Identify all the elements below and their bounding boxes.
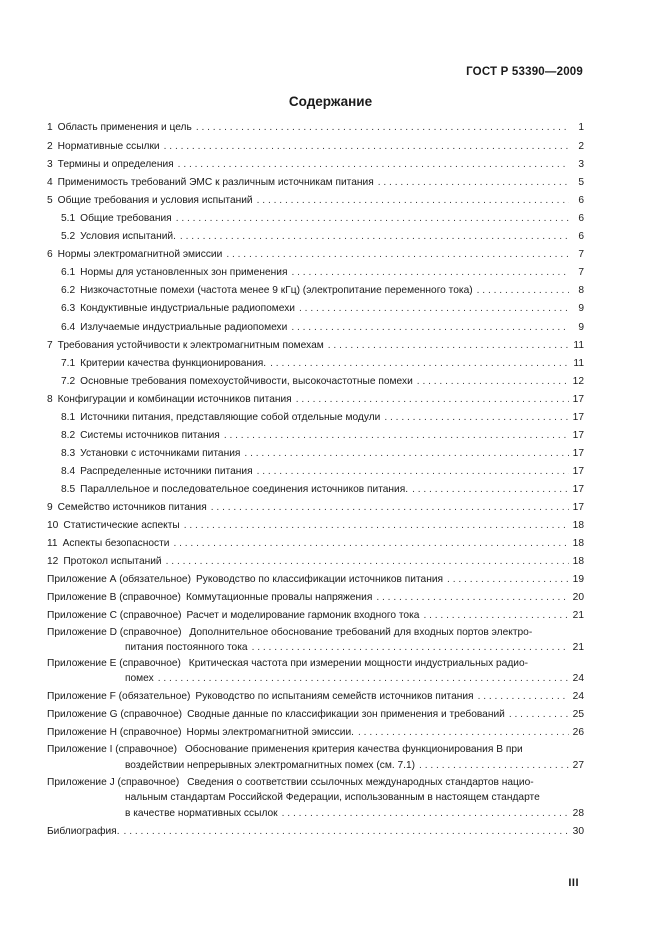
toc-title-continuation: в качестве нормативных ссылок [125, 808, 278, 819]
toc-page: 27 [572, 760, 584, 771]
toc-entry[interactable] [47, 708, 584, 721]
toc-number: 8 [47, 394, 53, 405]
toc-leader [417, 375, 569, 388]
toc-title: Нормы электромагнитной эмиссии [57, 249, 223, 260]
toc-number: 3 [47, 159, 53, 170]
toc-leader [447, 573, 569, 586]
toc-number: 12 [47, 556, 59, 567]
toc-number: 11 [47, 538, 58, 549]
toc-entry[interactable] [47, 726, 584, 739]
toc-leader [291, 321, 569, 334]
toc-title: Аспекты безопасности [62, 538, 170, 549]
toc-leader [252, 641, 569, 654]
toc-entry[interactable] [47, 501, 584, 514]
toc-number: Приложение F (обязательное) [47, 691, 191, 702]
toc-entry[interactable] [47, 176, 584, 189]
toc-title: Семейство источников питания [57, 502, 207, 513]
toc-entry[interactable] [47, 357, 584, 370]
toc-entry[interactable] [47, 212, 584, 225]
toc-title: Нормы для установленных зон применения [80, 267, 288, 278]
toc-page: 7 [578, 249, 584, 260]
toc-title: Область применения и цель [57, 122, 192, 133]
toc-title: Протокол испытаний [63, 556, 162, 567]
toc-number: 6.4 [61, 322, 76, 333]
toc-page: 1 [578, 122, 584, 133]
toc-number: Приложение G (справочное) [47, 709, 183, 720]
page-title: Содержание [288, 94, 373, 109]
toc-number: 5.1 [61, 213, 76, 224]
toc-leader [178, 158, 569, 171]
toc-entry[interactable] [47, 537, 584, 550]
toc-page: 11 [573, 358, 584, 369]
toc-number: 8.3 [61, 448, 76, 459]
toc-title: Нормативные ссылки [57, 141, 160, 152]
toc-number: 7 [47, 340, 53, 351]
toc-entry[interactable] [47, 591, 584, 604]
toc-leader [124, 825, 569, 838]
toc-number: 9 [47, 502, 53, 513]
toc-entry[interactable] [47, 573, 584, 586]
toc-title: Расчет и моделирование гармоник входного тока [186, 610, 420, 621]
toc-title: Источники питания, представляющие собой отдельные модули [80, 412, 381, 423]
toc-entry[interactable] [47, 555, 584, 568]
toc-entry-continuation[interactable] [125, 807, 584, 820]
toc-page: 26 [572, 727, 584, 738]
toc-page: 25 [572, 709, 584, 720]
toc-page: 9 [578, 303, 584, 314]
toc-entry-continuation[interactable] [125, 672, 584, 685]
toc-entry[interactable] [47, 140, 584, 153]
toc-title: Системы источников питания [80, 430, 220, 441]
toc-page: 17 [572, 430, 584, 441]
toc-number: 8.2 [61, 430, 76, 441]
toc-number: 1 [47, 122, 53, 133]
toc-number: 8.1 [61, 412, 76, 423]
toc-leader [257, 465, 569, 478]
toc-number: 6 [47, 249, 53, 260]
toc-title-continuation: помех [125, 673, 154, 684]
toc-page: 17 [572, 484, 584, 495]
toc-title: Установки с источниками питания [80, 448, 241, 459]
toc-title: Руководство по классификации источников питания [196, 574, 444, 585]
toc-page: 6 [578, 195, 584, 206]
toc-entry[interactable] [47, 121, 584, 134]
toc-page: 21 [572, 642, 584, 653]
toc-page: 8 [578, 285, 584, 296]
toc-title: Применимость требований ЭМС к различным источникам питания [57, 177, 374, 188]
toc-leader [176, 212, 569, 225]
toc-title: Излучаемые индустриальные радиопомехи [80, 322, 288, 333]
toc-title: Коммутационные провалы напряжения [185, 592, 373, 603]
toc-page: 24 [572, 673, 584, 684]
toc-title: Критерии качества функционирования. [80, 358, 267, 369]
toc-page: 18 [572, 538, 584, 549]
toc-entry[interactable] [47, 302, 584, 315]
toc-number: Приложение В (справочное) [47, 592, 181, 603]
toc-page: 5 [578, 177, 584, 188]
toc-title-continuation: воздействии непрерывных электромагнитных помех (см. 7.1) [125, 760, 416, 771]
toc-entry[interactable] [47, 266, 584, 279]
toc-entry-continuation[interactable] [125, 759, 584, 772]
toc-leader [226, 248, 569, 261]
toc-title: Нормы электромагнитной эмиссии. [186, 727, 354, 738]
toc-entry[interactable] [47, 447, 584, 460]
toc-leader [164, 140, 569, 153]
toc-entry-continuation[interactable] [125, 641, 584, 654]
toc-number: 5.2 [61, 231, 76, 242]
toc-number: Приложение I (справочное) [47, 744, 177, 755]
toc-title: Сводные данные по классификации зон применения и требований [187, 709, 505, 720]
toc-number: 8.5 [61, 484, 76, 495]
toc-title-continuation: нальным стандартам Российской Федерации, использованным в настоящем стандарте [125, 792, 540, 803]
toc-number: 4 [47, 177, 53, 188]
toc-title: Распределенные источники питания [80, 466, 253, 477]
toc-leader [478, 690, 569, 703]
toc-number: 6.2 [61, 285, 76, 296]
toc-title: Общие требования и условия испытаний [57, 195, 253, 206]
toc-leader [291, 266, 569, 279]
toc-number: Приложение А (обязательное) [47, 574, 191, 585]
toc-number: Приложение Е (справочное) [47, 658, 181, 669]
toc-title: Статистические аспекты [63, 520, 180, 531]
toc-entry[interactable] [47, 825, 584, 838]
toc-number: Приложение С (справочное) [47, 610, 182, 621]
toc-page: 17 [572, 412, 584, 423]
page-number: III [568, 877, 579, 889]
toc-page: 18 [572, 520, 584, 531]
toc-page: 3 [578, 159, 584, 170]
toc-leader [509, 708, 569, 721]
toc-title-continuation: питания постоянного тока [125, 642, 248, 653]
toc-leader [270, 357, 569, 370]
toc-number: 10 [47, 520, 59, 531]
toc-leader [423, 609, 569, 622]
toc-number: 8.4 [61, 466, 76, 477]
toc-page: 11 [573, 340, 584, 351]
toc-title: Руководство по испытаниям семейств источников питания [195, 691, 474, 702]
toc-number: 7.1 [61, 358, 76, 369]
toc-entry-multiline[interactable] [47, 744, 523, 755]
toc-title: Основные требования помехоустойчивости, высокочастотные помехи [80, 376, 413, 387]
toc-leader [166, 555, 569, 568]
toc-leader [328, 339, 569, 352]
toc-page: 19 [572, 574, 584, 585]
toc-entry-multiline[interactable] [47, 777, 534, 788]
toc-leader [257, 194, 569, 207]
toc-entry[interactable] [47, 339, 584, 352]
toc-page: 17 [572, 502, 584, 513]
toc-entry[interactable] [47, 411, 584, 424]
toc-title: Кондуктивные индустриальные радиопомехи [80, 303, 295, 314]
toc-entry-multiline[interactable] [47, 627, 532, 638]
toc-entry[interactable] [47, 194, 584, 207]
toc-leader [196, 121, 569, 134]
toc-leader [296, 393, 569, 406]
toc-title: Общие требования [80, 213, 172, 224]
toc-title: Сведения о соответствии ссылочных международных стандартов нацио- [187, 777, 534, 788]
toc-title: Условия испытаний. [80, 231, 176, 242]
toc-title: Низкочастотные помехи (частота менее 9 кГц) (электропитание переменного тока) [80, 285, 473, 296]
toc-entry[interactable] [47, 519, 584, 532]
toc-leader [358, 726, 569, 739]
toc-number: 6.1 [61, 267, 76, 278]
toc-page: 17 [572, 394, 584, 405]
toc-entry[interactable] [47, 248, 584, 261]
toc-leader [224, 429, 569, 442]
toc-leader [419, 759, 569, 772]
toc-number: Приложение H (справочное) [47, 727, 182, 738]
toc-page: 28 [572, 808, 584, 819]
toc-title: Термины и определения [57, 159, 174, 170]
toc-page: 6 [578, 231, 584, 242]
toc-title: Обоснование применения критерия качества функционирования В при [184, 744, 523, 755]
toc-leader [211, 501, 569, 514]
toc-entry[interactable] [47, 483, 584, 496]
toc-entry[interactable] [47, 284, 584, 297]
toc-entry[interactable] [47, 230, 584, 243]
toc-leader [158, 672, 569, 685]
toc-title: Требования устойчивости к электромагнитным помехам [57, 340, 324, 351]
toc-entry[interactable] [47, 321, 584, 334]
toc-page: 6 [578, 213, 584, 224]
toc-leader [184, 519, 569, 532]
toc-page: 2 [578, 141, 584, 152]
toc-leader [299, 302, 569, 315]
toc-leader [412, 483, 569, 496]
toc-title: Дополнительное обоснование требований для входных портов электро- [189, 627, 533, 638]
toc-number: 6.3 [61, 303, 76, 314]
toc-page: 18 [572, 556, 584, 567]
toc-leader [378, 176, 569, 189]
toc-entry[interactable] [47, 429, 584, 442]
toc-leader [384, 411, 569, 424]
toc-page: 21 [572, 610, 584, 621]
toc-leader [244, 447, 569, 460]
toc-entry[interactable] [47, 375, 584, 388]
toc-number: Приложение D (справочное) [47, 627, 182, 638]
toc-leader [282, 807, 569, 820]
toc-entry[interactable] [47, 690, 584, 703]
toc-entry[interactable] [47, 465, 584, 478]
toc-entry[interactable] [47, 393, 584, 406]
toc-page: 24 [572, 691, 584, 702]
toc-title: Параллельное и последовательное соединения источников питания. [80, 484, 409, 495]
toc-leader [173, 537, 569, 550]
toc-number: Приложение J (справочное) [47, 777, 180, 788]
toc-title: Библиография. [47, 826, 120, 837]
toc-page: 9 [578, 322, 584, 333]
toc-page: 7 [578, 267, 584, 278]
toc-page: 17 [572, 448, 584, 459]
toc-page: 20 [572, 592, 584, 603]
toc-entry-multiline[interactable] [47, 658, 528, 669]
toc-entry[interactable] [47, 158, 584, 171]
toc-number: 7.2 [61, 376, 76, 387]
toc-leader [477, 284, 569, 297]
toc-page: 17 [572, 466, 584, 477]
toc-number: 2 [47, 141, 53, 152]
document-code-header: ГОСТ Р 53390—2009 [466, 66, 583, 78]
toc-page: 30 [572, 826, 584, 837]
toc-leader [180, 230, 569, 243]
toc-page: 12 [572, 376, 584, 387]
toc-leader [376, 591, 569, 604]
toc-title: Конфигурации и комбинации источников питания [57, 394, 292, 405]
toc-number: 5 [47, 195, 53, 206]
toc-entry[interactable] [47, 609, 584, 622]
toc-title: Критическая частота при измерении мощности индустриальных радио- [188, 658, 529, 669]
